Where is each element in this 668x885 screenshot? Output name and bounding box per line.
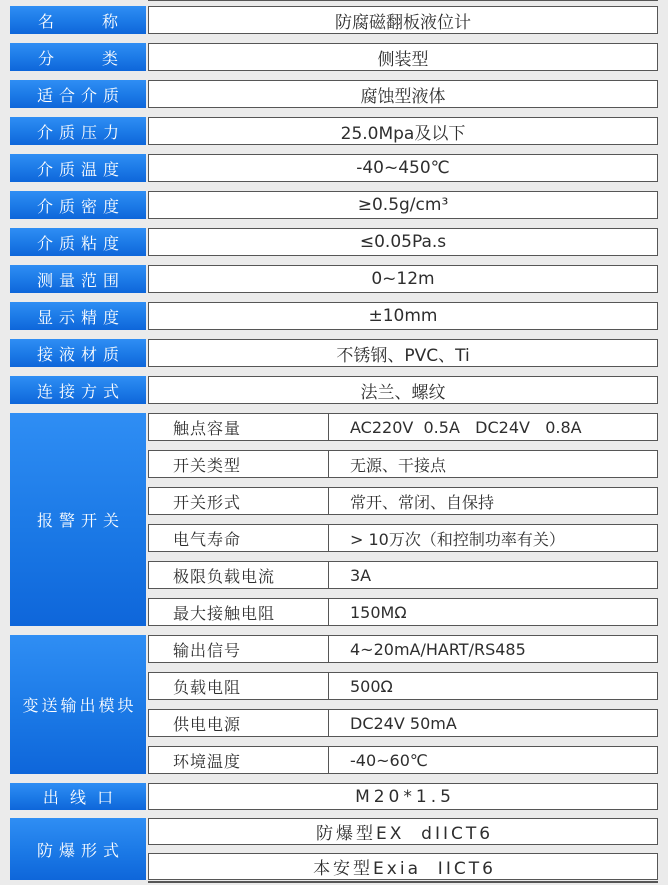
subrow <box>148 818 658 845</box>
subrow-value-max-contact-resistance: 150MΩ <box>350 602 407 622</box>
subrow <box>148 598 658 626</box>
subrow <box>148 853 658 880</box>
table-row <box>10 154 658 182</box>
subrow-name-contact-capacity: 触点容量 <box>149 414 329 440</box>
subrow-value-ambient-temperature: -40~60℃ <box>350 750 428 770</box>
subrow-value-output-signal: 4~20mA/HART/RS485 <box>350 639 526 659</box>
subrow <box>148 413 658 441</box>
row-value-medium-density: ≥0.5g/cm³ <box>148 191 658 219</box>
row-label-display-accuracy: 显示精度 <box>10 302 146 330</box>
subrow-value-contact-capacity: AC220V 0.5A DC24V 0.8A <box>350 417 582 437</box>
row-label-medium-temperature: 介质温度 <box>10 154 146 182</box>
subrow-value-intrinsically-safe: 本安型Exia IICT6 <box>313 859 496 879</box>
subrow-name-switch-form: 开关形式 <box>149 488 329 514</box>
table-row <box>10 117 658 145</box>
table-row <box>10 43 658 71</box>
row-label-connection-type: 连接方式 <box>10 376 146 404</box>
explosion-proof-subrows <box>148 818 658 880</box>
row-value-category: 侧装型 <box>148 43 658 71</box>
subrow-name-max-contact-resistance: 最大接触电阻 <box>149 599 329 625</box>
row-value-name: 防腐磁翻板液位计 <box>148 6 658 34</box>
table-bottom-edge-line <box>148 881 658 883</box>
row-value-display-accuracy: ±10mm <box>148 302 658 330</box>
subrow <box>148 561 658 589</box>
subrow-name-electrical-life: 电气寿命 <box>149 525 329 551</box>
row-value-medium-temperature: -40~450℃ <box>148 154 658 182</box>
table-row <box>10 228 658 256</box>
explosion-proof-group <box>10 818 658 880</box>
group-label-transmitter-module: 变送输出模块 <box>10 635 146 774</box>
subrow <box>148 709 658 737</box>
subrow-name-output-signal: 输出信号 <box>149 636 329 662</box>
row-value-cable-outlet: M20*1.5 <box>148 783 658 810</box>
group-label-explosion-proof: 防爆形式 <box>10 818 146 880</box>
row-label-category: 分 类 <box>10 43 146 71</box>
table-row <box>10 80 658 108</box>
row-label-wetted-material: 接液材质 <box>10 339 146 367</box>
table-row <box>10 783 658 810</box>
subrow-value-load-resistance: 500Ω <box>350 676 393 696</box>
subrow-name-load-resistance: 负载电阻 <box>149 673 329 699</box>
row-value-connection-type: 法兰、螺纹 <box>148 376 658 404</box>
row-value-medium-viscosity: ≤0.05Pa.s <box>148 228 658 256</box>
subrow-name-switch-type: 开关类型 <box>149 451 329 477</box>
table-top-edge-line <box>148 0 658 1</box>
group-label-alarm-switch: 报警开关 <box>10 413 146 626</box>
row-label-cable-outlet: 出 线 口 <box>10 783 146 810</box>
row-value-suitable-medium: 腐蚀型液体 <box>148 80 658 108</box>
subrow-value-switch-form: 常开、常闭、自保持 <box>350 492 495 512</box>
row-label-medium-viscosity: 介质粘度 <box>10 228 146 256</box>
transmitter-module-group <box>10 635 658 774</box>
subrow-value-limit-load-current: 3A <box>350 565 372 585</box>
alarm-switch-subrows <box>148 413 658 626</box>
row-label-name: 名 称 <box>10 6 146 34</box>
table-row <box>10 6 658 34</box>
transmitter-module-subrows <box>148 635 658 774</box>
subrow <box>148 487 658 515</box>
subrow-value-electrical-life: > 10万次（和控制功率有关） <box>350 529 565 549</box>
row-label-medium-density: 介质密度 <box>10 191 146 219</box>
row-value-measuring-range: 0~12m <box>148 265 658 293</box>
subrow-name-power-supply: 供电电源 <box>149 710 329 736</box>
table-row <box>10 191 658 219</box>
row-value-medium-pressure: 25.0Mpa及以下 <box>148 117 658 145</box>
subrow <box>148 450 658 478</box>
table-row <box>10 265 658 293</box>
subrow-name-limit-load-current: 极限负载电流 <box>149 562 329 588</box>
table-row <box>10 376 658 404</box>
subrow <box>148 524 658 552</box>
subrow <box>148 746 658 774</box>
subrow-value-switch-type: 无源、干接点 <box>350 455 447 475</box>
row-label-measuring-range: 测量范围 <box>10 265 146 293</box>
subrow-value-power-supply: DC24V 50mA <box>350 713 457 733</box>
subrow-value-flameproof-ex: 防爆型EX dIICT6 <box>315 824 494 844</box>
row-value-wetted-material: 不锈钢、PVC、Ti <box>148 339 658 367</box>
alarm-switch-group <box>10 413 658 626</box>
table-row <box>10 339 658 367</box>
subrow <box>148 672 658 700</box>
subrow-name-ambient-temperature: 环境温度 <box>149 747 329 773</box>
row-label-medium-pressure: 介质压力 <box>10 117 146 145</box>
spec-table <box>10 6 658 880</box>
table-row <box>10 302 658 330</box>
row-label-suitable-medium: 适合介质 <box>10 80 146 108</box>
subrow <box>148 635 658 663</box>
